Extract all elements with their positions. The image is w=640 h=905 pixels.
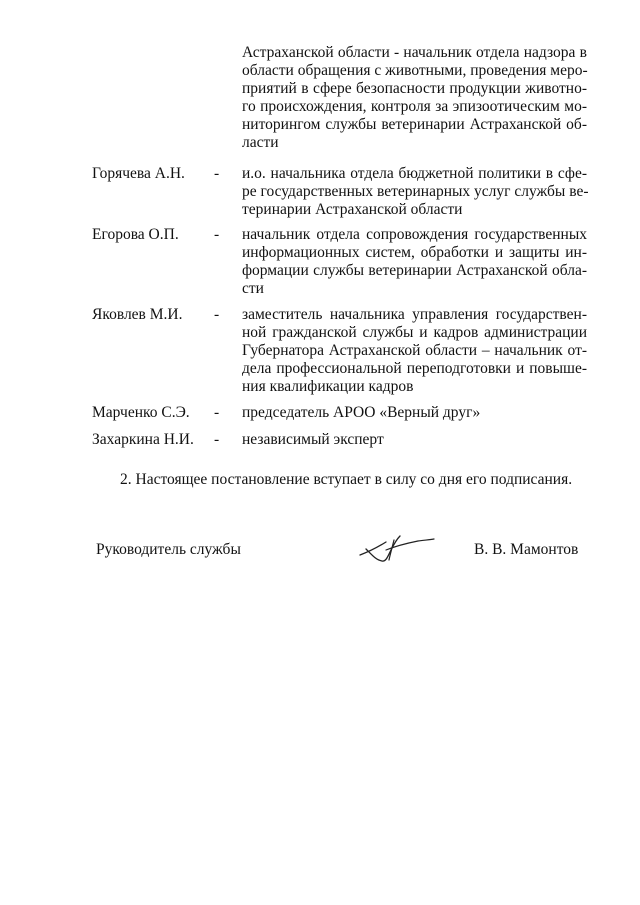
member-name: Егорова О.П. bbox=[92, 226, 179, 243]
member-description bbox=[242, 306, 587, 396]
description-line: дела профессиональной переподготовки и повыше- bbox=[242, 360, 587, 377]
description-line: начальник отдела сопровождения государственных bbox=[242, 226, 587, 243]
description-line: ниторингом службы ветеринарии Астраханской об- bbox=[242, 116, 587, 133]
member-name: Марченко С.Э. bbox=[92, 404, 190, 421]
member-dash: - bbox=[214, 431, 220, 448]
signatory-name: В. В. Мамонтов bbox=[474, 541, 579, 558]
description-line: информационных систем, обработки и защиты ин- bbox=[242, 244, 587, 261]
description-line: го происхождения, контроля за эпизоотическим мо- bbox=[242, 98, 587, 115]
description-line: сти bbox=[242, 280, 264, 297]
member-description bbox=[242, 226, 587, 298]
description-line: приятий в сфере безопасности продукции животно- bbox=[242, 80, 587, 97]
member-name: Горячева А.Н. bbox=[92, 165, 185, 182]
description-line: независимый эксперт bbox=[242, 431, 384, 448]
previous-member-description bbox=[242, 44, 587, 152]
description-line: ласти bbox=[242, 134, 279, 151]
member-dash: - bbox=[214, 226, 220, 243]
description-line: формации службы ветеринарии Астраханской обла- bbox=[242, 262, 587, 279]
description-line: Губернатора Астраханской области – начальник от- bbox=[242, 342, 587, 359]
description-line: ния квалификации кадров bbox=[242, 378, 414, 395]
description-line: и.о. начальника отдела бюджетной политики в сфе- bbox=[242, 165, 587, 182]
clause-effective-date: 2. Настоящее постановление вступает в силу со дня его подписания. bbox=[120, 471, 573, 488]
description-line: ной гражданской службы и кадров администрации bbox=[242, 324, 587, 341]
description-line: заместитель начальника управления государствен- bbox=[242, 306, 587, 323]
description-line: теринарии Астраханской области bbox=[242, 201, 463, 218]
description-line: ре государственных ветеринарных услуг службы ве- bbox=[242, 183, 589, 200]
description-line: председатель АРОО «Верный друг» bbox=[242, 404, 481, 421]
member-description bbox=[242, 165, 587, 219]
member-name: Яковлев М.И. bbox=[92, 306, 183, 323]
member-dash: - bbox=[214, 404, 220, 421]
member-dash: - bbox=[214, 165, 220, 182]
member-description bbox=[242, 431, 587, 449]
member-description bbox=[242, 404, 587, 422]
signatory-role: Руководитель службы bbox=[96, 541, 241, 558]
description-line: Астраханской области - начальник отдела надзора в bbox=[242, 44, 587, 61]
handwritten-signature bbox=[356, 528, 436, 570]
member-name: Захаркина Н.И. bbox=[92, 431, 194, 448]
description-line: области обращения с животными, проведения меро- bbox=[242, 62, 588, 79]
member-dash: - bbox=[214, 306, 220, 323]
